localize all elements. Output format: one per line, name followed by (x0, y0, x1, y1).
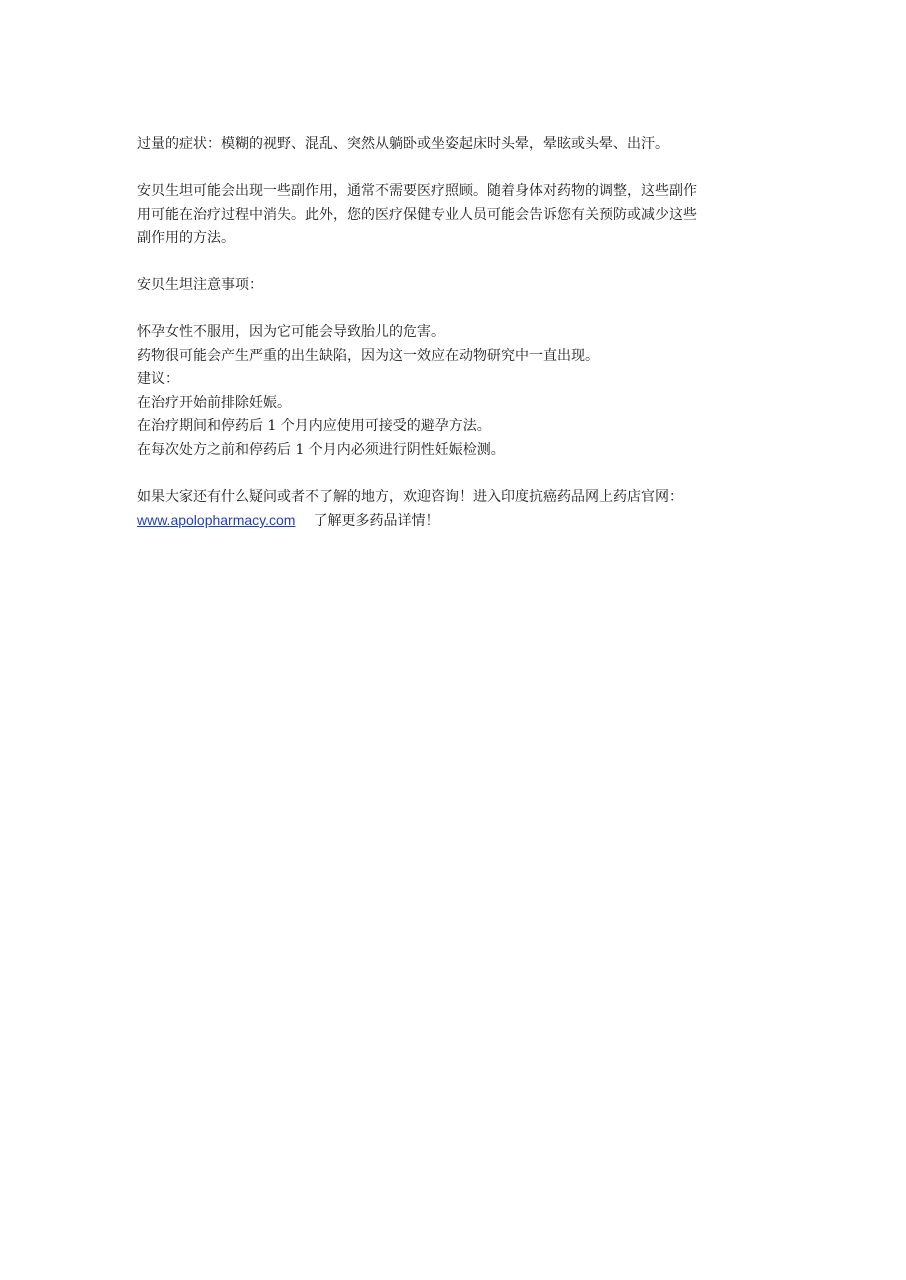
side-effects-line: 副作用的方法。 (137, 230, 235, 246)
contact-paragraph (137, 486, 777, 534)
pharmacy-website-link[interactable]: www.apolopharmacy.com (137, 512, 296, 528)
precaution-item: 在治疗开始前排除妊娠。 (137, 394, 291, 411)
precaution-item: 怀孕女性不服用，因为它可能会导致胎儿的危害。 (137, 324, 445, 340)
precaution-item: 在每次处方之前和停药后 1 个月内必须进行阴性妊娠检测。 (137, 441, 505, 458)
side-effects-line: 安贝生坦可能会出现一些副作用，通常不需要医疗照顾。随着身体对药物的调整，这些副作 (137, 183, 697, 199)
overdose-paragraph (137, 133, 777, 157)
recommendation-label: 建议： (137, 371, 179, 387)
overdose-line: 过量的症状：模糊的视野、混乱、突然从躺卧或坐姿起床时头晕，晕眩或头晕、出汗。 (137, 136, 669, 152)
side-effects-paragraph (137, 180, 777, 251)
more-details-text: 了解更多药品详情！ (313, 513, 440, 529)
precaution-item: 药物很可能会产生严重的出生缺陷，因为这一效应在动物研究中一直出现。 (137, 347, 599, 364)
precautions-heading-text: 安贝生坦注意事项： (137, 277, 263, 293)
contact-link-line (137, 509, 777, 534)
precaution-item: 在治疗期间和停药后 1 个月内应使用可接受的避孕方法。 (137, 418, 491, 434)
side-effects-line: 用可能在治疗过程中消失。此外，您的医疗保健专业人员可能会告诉您有关预防或减少这些 (137, 206, 697, 223)
precautions-list (137, 321, 777, 462)
precautions-heading (137, 274, 777, 298)
document-body (137, 133, 777, 557)
contact-line: 如果大家还有什么疑问或者不了解的地方，欢迎咨询！进入印度抗癌药品网上药店官网： (137, 488, 683, 505)
